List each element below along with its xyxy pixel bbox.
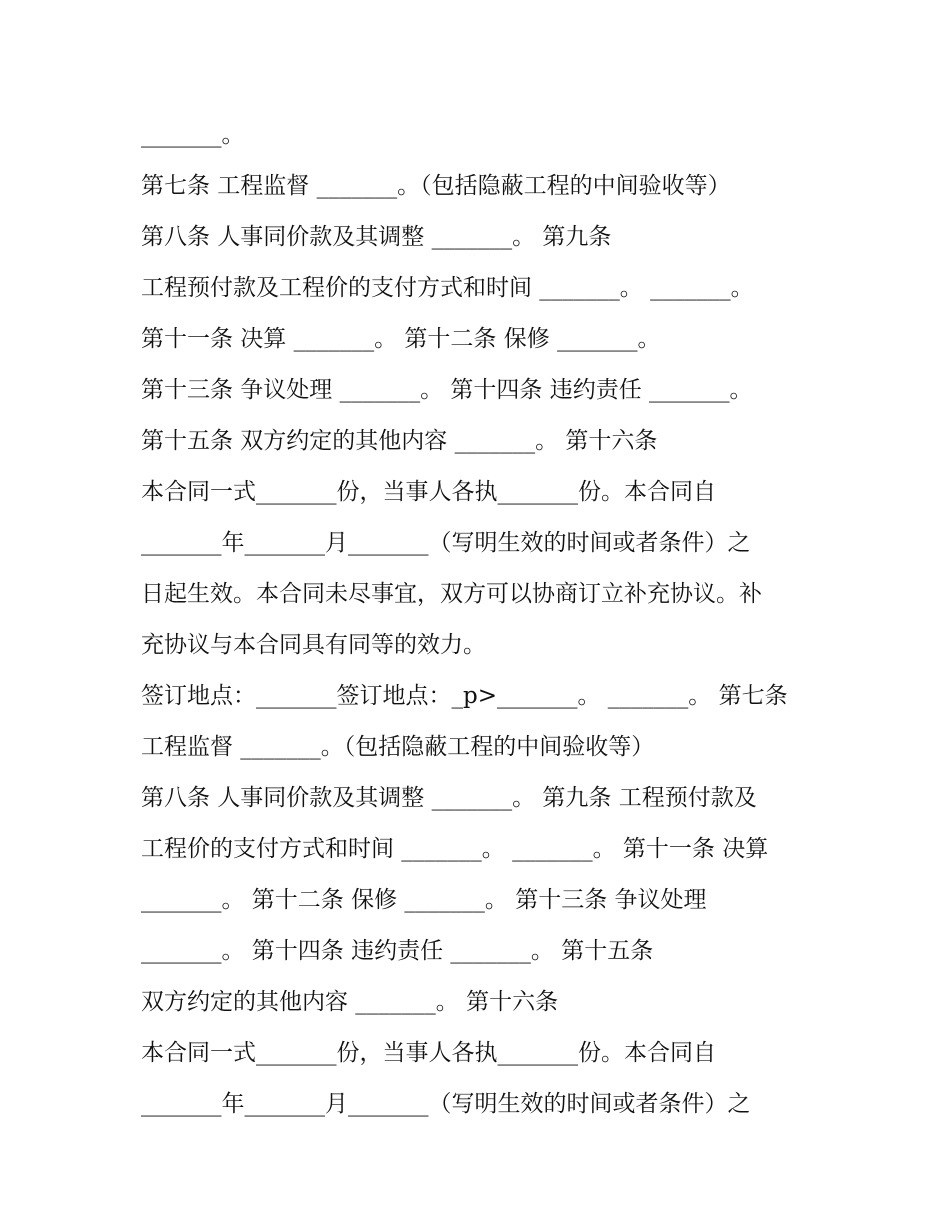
text-line: 工程价的支付方式和时间 _______。 _______。 第十一条 决算: [141, 836, 769, 862]
text-line: 双方约定的其他内容 _______。 第十六条: [141, 989, 559, 1015]
text-line: 第十三条 争议处理 _______。 第十四条 违约责任 _______。: [141, 377, 753, 403]
text-line: 第十一条 决算 _______。 第十二条 保修 _______。: [141, 326, 661, 352]
text-line: 充协议与本合同具有同等的效力。: [141, 632, 486, 658]
text-line: _______。 第十二条 保修 _______。 第十三条 争议处理: [141, 887, 707, 913]
text-line: _______。 第十四条 违约责任 _______。 第十五条: [141, 938, 654, 964]
text-line: _______年_______月_______（写明生效的时间或者条件）之: [141, 1091, 751, 1117]
text-line: 第七条 工程监督 _______。（包括隐蔽工程的中间验收等）: [141, 173, 731, 199]
text-line: 本合同一式_______份，当事人各执_______份。本合同自: [141, 479, 716, 505]
text-line: _______年_______月_______（写明生效的时间或者条件）之: [141, 530, 751, 556]
text-line: 第八条 人事同价款及其调整 _______。 第九条 工程预付款及: [141, 785, 757, 811]
text-line: _______。: [141, 122, 245, 148]
text-line: 本合同一式_______份，当事人各执_______份。本合同自: [141, 1040, 716, 1066]
document-body: [141, 110, 821, 1130]
text-line: 签订地点：_______签订地点：_p>_______。 _______。 第七条: [141, 683, 788, 709]
text-line: 工程监督 _______。（包括隐蔽工程的中间验收等）: [141, 734, 655, 760]
text-line: 工程预付款及工程价的支付方式和时间 _______。 _______。: [141, 275, 754, 301]
text-line: 第十五条 双方约定的其他内容 _______。 第十六条: [141, 428, 658, 454]
text-line: 日起生效。本合同未尽事宜，双方可以协商订立补充协议。补: [141, 581, 762, 607]
text-line: 第八条 人事同价款及其调整 _______。 第九条: [141, 224, 612, 250]
